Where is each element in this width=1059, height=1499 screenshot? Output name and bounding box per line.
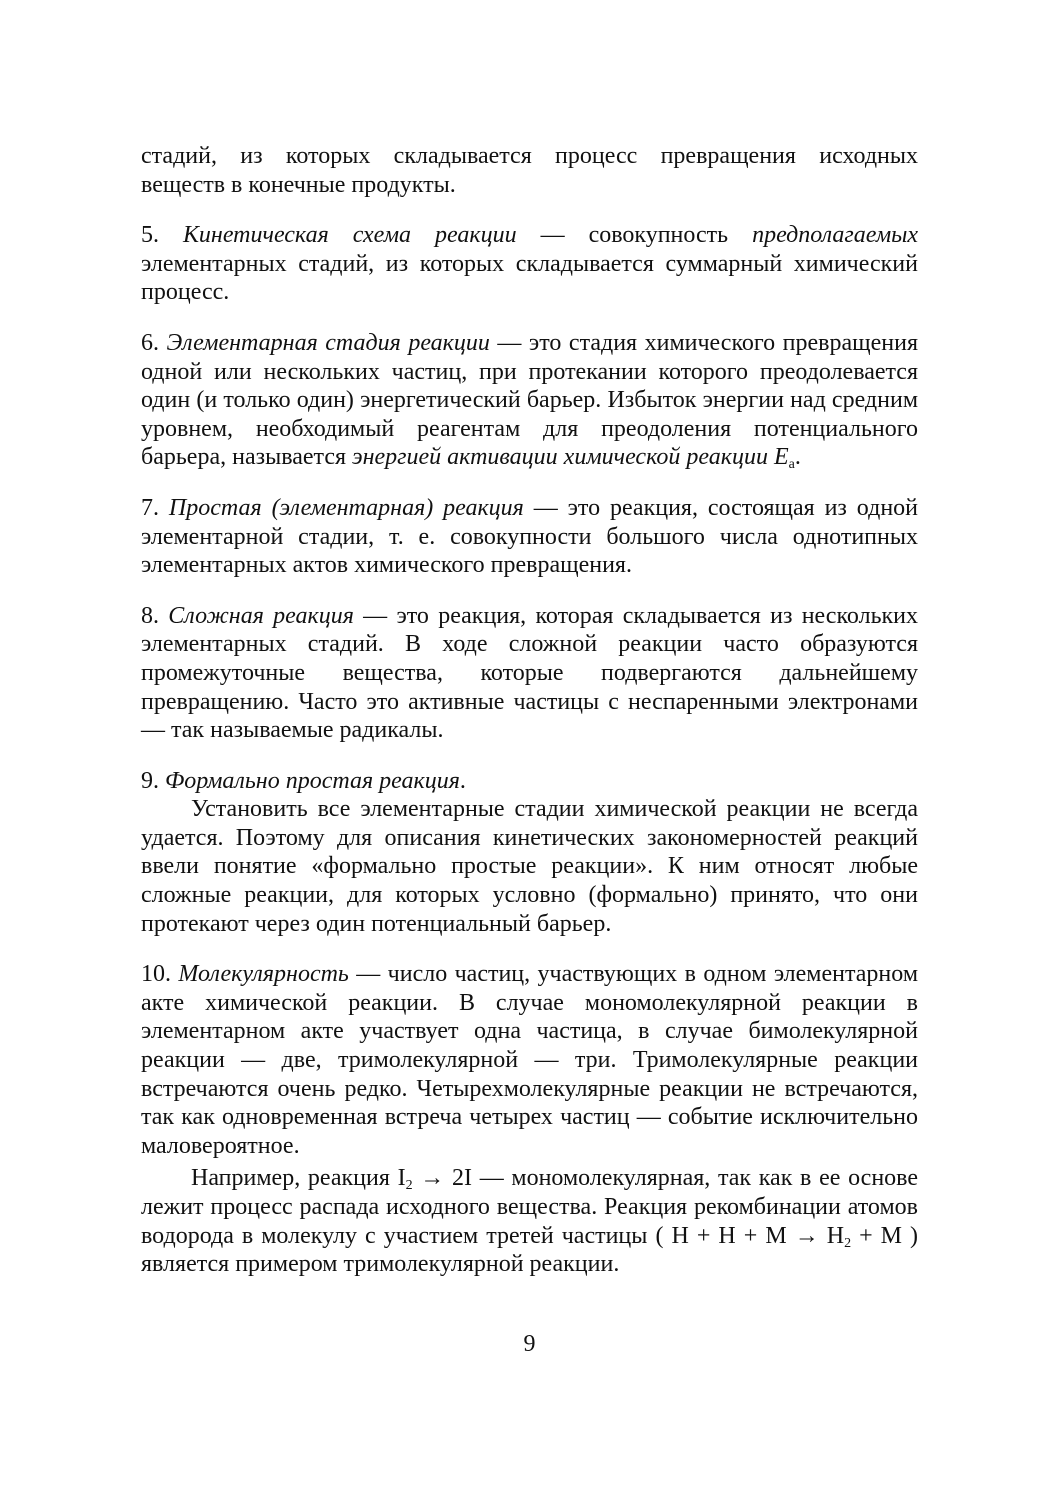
item-number: 6. xyxy=(141,329,159,356)
item-number: 10. xyxy=(141,961,171,988)
arrow-icon: → xyxy=(420,1165,445,1192)
arrow-icon: → xyxy=(794,1222,819,1249)
text: является примером тримолекулярной реакции. xyxy=(141,1251,620,1278)
text: совокупность xyxy=(588,222,729,249)
definition-9-paragraph: Установить все элементарные стадии химической реакции не всегда удается. Поэтому для описания кинетических закономерностей реакций ввели понятие «формально простые реакции». К ним относят любые сложные реакции, для которых условно (формально) принято, что они протекают через один потенциальный барьер. xyxy=(141,796,918,937)
dash: — xyxy=(540,222,565,249)
term: Кинетическая схема реакции xyxy=(182,222,517,249)
term: Формально простая реакция xyxy=(165,767,460,794)
definition-9-heading xyxy=(141,767,918,796)
intro-line-2: веществ в конечные продукты. xyxy=(141,171,456,198)
equation-2: ( $H + H + M \to H_2 + M$ ) xyxy=(655,1222,919,1251)
term: Сложная реакция xyxy=(168,602,354,629)
emphasis: предполагаемых xyxy=(752,222,919,249)
period: . xyxy=(459,767,466,794)
term: Молекулярность xyxy=(178,961,349,988)
subscript: а xyxy=(788,457,795,473)
intro-line-1: стадий, из которых складывается процесс превращения исходных xyxy=(141,143,918,169)
page-number: 9 xyxy=(523,1331,536,1357)
text: — мономолекулярная, так как в ее основе лежит процесс распада исходного вещества. Реакция рекомбинации атомов водорода в молекулу с участием третей частицы xyxy=(141,1165,919,1249)
item-number: 9. xyxy=(141,767,159,794)
equation-1: $I_2 \to 2I$ xyxy=(397,1165,472,1194)
example-paragraph xyxy=(141,1164,918,1278)
item-number: 5. xyxy=(141,222,159,249)
period: . xyxy=(794,444,801,471)
text: Например, реакция xyxy=(191,1165,390,1192)
definition-8 xyxy=(141,602,918,745)
text: — число частиц, участвующих в одном элементарном акте химической реакции. В случае мономолекулярной реакции в элементарном акте участвует одна частица, в случае бимолекулярной реакции — две, тримолекулярной — три. Тримолекулярные реакции встречаются очень редко. Четырехмолекулярные реакции не встречаются, так как одновременная встреча четырех частиц — событие исключительно маловероятное. xyxy=(141,961,918,1159)
definition-7 xyxy=(141,494,918,580)
item-number: 8. xyxy=(141,602,159,629)
definition-10 xyxy=(141,960,918,1160)
page-body xyxy=(141,142,918,1279)
term: Простая (элементарная) реакция xyxy=(168,494,524,521)
definition-5 xyxy=(141,221,918,307)
definition-6 xyxy=(141,329,918,472)
text: — это реакция, состоящая из одной элементарной стадии, т. е. совокупности большого числа однотипных элементарных актов химического превращения. xyxy=(141,494,919,579)
text: — это реакция, которая складывается из нескольких элементарных стадий. В ходе сложной реакции часто образуются промежуточные вещества, которые подвергаются дальнейшему превращению. Часто это активные частицы с неспаренными электронами — так называемые радикалы. xyxy=(141,602,919,744)
symbol: E xyxy=(773,444,789,471)
text: — это стадия химического превращения одной или нескольких частиц, при протекании которого преодолевается один (и только один) энергетический барьер. Избыток энергии над средним уровнем, необходимый реагентам для преодоления потенциального барьера, называется xyxy=(141,329,918,471)
text: элементарных стадий, из которых складывается суммарный химический процесс. xyxy=(141,250,918,306)
item-number: 7. xyxy=(141,494,159,521)
emphasis: энергией активации химической реакции xyxy=(352,444,768,471)
term: Элементарная стадия реакции xyxy=(166,329,490,356)
